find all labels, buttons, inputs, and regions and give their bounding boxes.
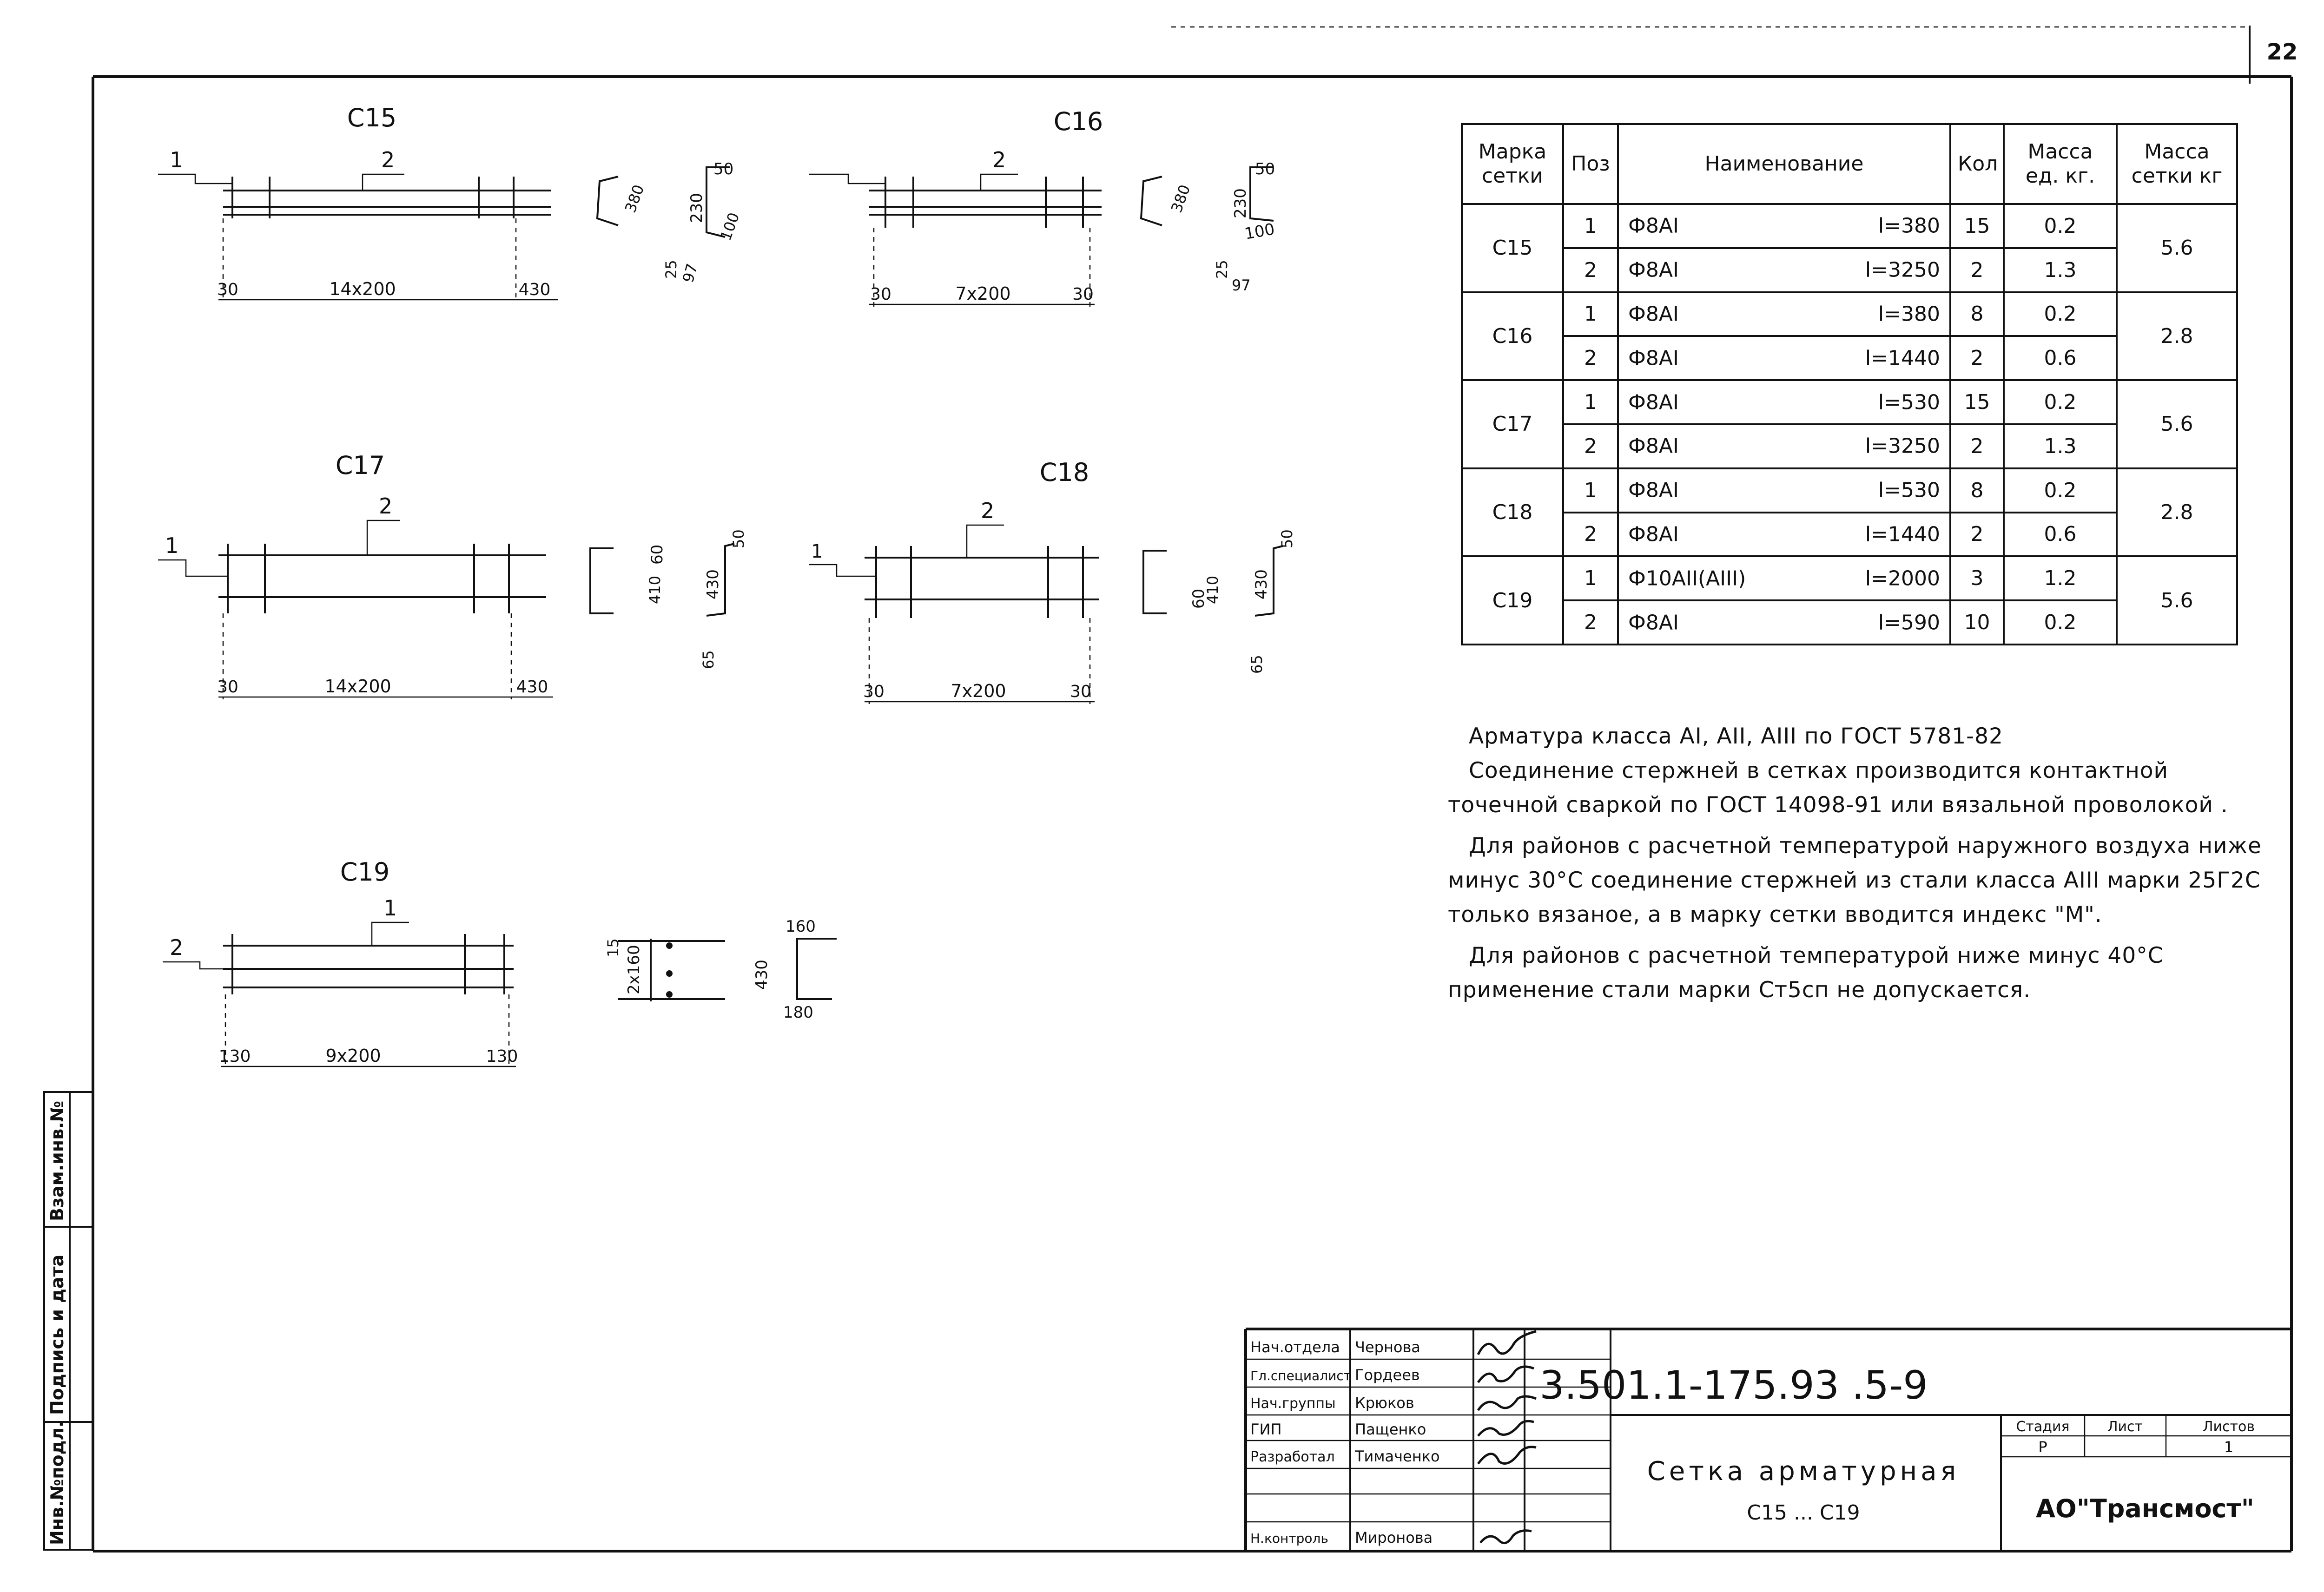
signature-role-5: Разработал	[1250, 1449, 1335, 1465]
signature-name-4: Пащенко	[1355, 1421, 1426, 1438]
cell-diameter: Ф8АI	[1628, 478, 1679, 502]
c15-title: С15	[347, 103, 397, 132]
cell-pos: 1	[1563, 204, 1618, 248]
c19-sec-c: 160	[786, 917, 816, 936]
signature-role-2: Гл.специалист	[1250, 1368, 1352, 1383]
cell-net-mass: 2.8	[2117, 292, 2237, 381]
cell-length: l=380	[1878, 302, 1940, 326]
handwritten-signatures	[1478, 1331, 1536, 1543]
cell-diameter: Ф8АI	[1628, 214, 1679, 238]
c18-title: С18	[1039, 458, 1089, 487]
c19-sec-d: 430	[753, 960, 771, 990]
drawing-code: 3.501.1-175.93 .5-9	[1539, 1362, 1928, 1408]
c17-title: С17	[335, 451, 385, 480]
cell-unit-mass: 0.6	[2004, 513, 2117, 557]
c19-sec-b: 2x160	[625, 945, 643, 994]
cell-unit-mass: 0.6	[2004, 336, 2117, 380]
cell-name	[1618, 336, 1950, 380]
cell-diameter: Ф8АI	[1628, 434, 1679, 458]
table-row	[1462, 556, 2237, 600]
signature-role-6: Н.контроль	[1250, 1531, 1328, 1546]
c19-pos2: 2	[170, 935, 184, 960]
signature-role-4: ГИП	[1250, 1421, 1282, 1438]
c17-sec-e: 65	[700, 650, 717, 669]
stamp-sign-date: Подпись и дата	[47, 1254, 67, 1415]
c16-dim-right: 30	[1072, 285, 1094, 304]
c18-pos2: 2	[981, 498, 995, 523]
signature-role-1: Нач.отдела	[1250, 1338, 1340, 1356]
drawing-c19	[163, 857, 837, 1069]
cell-qty: 2	[1950, 424, 2004, 468]
c16-sec-b: 50	[1255, 160, 1275, 178]
c16-pos2: 2	[992, 147, 1006, 172]
c15-dim-left: 30	[217, 280, 238, 299]
cell-unit-mass: 0.2	[2004, 292, 2117, 336]
drawing-c17	[158, 451, 747, 699]
cell-name	[1618, 380, 1950, 424]
c17-sec-a: 410	[646, 575, 664, 604]
cell-name	[1618, 292, 1950, 336]
c16-title: С16	[1053, 107, 1103, 136]
cell-name	[1618, 248, 1950, 292]
c19-dim-right: 130	[486, 1047, 518, 1066]
c17-dim-mid: 14x200	[324, 676, 391, 697]
cell-unit-mass: 0.2	[2004, 600, 2117, 645]
table-row	[1462, 204, 2237, 248]
stage-header: Стадия	[2016, 1419, 2070, 1435]
cell-unit-mass: 1.3	[2004, 248, 2117, 292]
c15-sec-e: 25	[662, 260, 680, 279]
cell-pos: 2	[1563, 248, 1618, 292]
cell-net-mass: 5.6	[2117, 380, 2237, 468]
table-row	[1462, 468, 2237, 513]
header-unit-mass: Масса ед. кг.	[2004, 124, 2117, 204]
c17-dim-right: 430	[516, 678, 548, 697]
c19-dim-left: 130	[218, 1047, 251, 1066]
cell-qty: 8	[1950, 292, 2004, 336]
cell-unit-mass: 0.2	[2004, 380, 2117, 424]
spec-header-row	[1462, 124, 2237, 204]
cell-length: l=380	[1878, 214, 1940, 238]
c16-sec-f: 97	[1232, 276, 1251, 294]
c19-sec-e: 180	[783, 1003, 813, 1022]
cell-unit-mass: 0.2	[2004, 468, 2117, 513]
c16-sec-c: 230	[1231, 188, 1250, 218]
c19-dim-mid: 9x200	[325, 1046, 381, 1066]
cell-diameter: Ф10АII(АIII)	[1628, 566, 1746, 591]
signature-name-3: Крюков	[1355, 1394, 1414, 1412]
cell-unit-mass: 1.3	[2004, 424, 2117, 468]
cell-length: l=3250	[1865, 434, 1940, 458]
sheet-header: Лист	[2107, 1419, 2143, 1435]
specification-table	[1461, 123, 2236, 645]
cell-net-mass: 5.6	[2117, 556, 2237, 645]
organization: АО"Трансмост"	[2036, 1494, 2254, 1523]
cell-mark: С17	[1462, 380, 1563, 468]
c15-dim-mid: 14x200	[329, 279, 396, 299]
c16-sec-a: 380	[1167, 182, 1194, 215]
note-3: Для районов с расчетной температурой наружного воздуха ниже минус 30°С соединение стержней из стали класса АIII марки 25Г2С только вязаное, а в марку сетки вводится индекс "М".	[1448, 833, 2262, 928]
cell-diameter: Ф8АI	[1628, 611, 1679, 635]
stage-value: Р	[2038, 1438, 2047, 1456]
cell-length: l=530	[1878, 478, 1940, 502]
page-number: 22	[2266, 39, 2298, 65]
cell-net-mass: 5.6	[2117, 204, 2237, 292]
left-stamp	[44, 1092, 93, 1550]
sheets-value: 1	[2224, 1438, 2234, 1456]
cell-diameter: Ф8АI	[1628, 390, 1679, 414]
cell-name	[1618, 204, 1950, 248]
cell-pos: 2	[1563, 513, 1618, 557]
c18-sec-a: 410	[1204, 575, 1221, 604]
signature-role-3: Нач.группы	[1250, 1395, 1336, 1412]
cell-pos: 1	[1563, 292, 1618, 336]
c17-sec-b: 60	[648, 544, 667, 565]
c18-sec-e: 65	[1248, 655, 1266, 674]
c17-sec-c: 430	[704, 569, 722, 599]
table-row	[1462, 292, 2237, 336]
c17-pos1: 1	[165, 533, 179, 558]
cell-diameter: Ф8АI	[1628, 522, 1679, 546]
c15-sec-c: 230	[687, 193, 706, 223]
cell-qty: 15	[1950, 204, 2004, 248]
drawing-subtitle: С15 ... С19	[1747, 1501, 1860, 1525]
c19-sec-a: 15	[604, 938, 622, 957]
c15-sec-d: 100	[716, 210, 743, 243]
c18-sec-c: 430	[1252, 569, 1271, 599]
c15-pos2: 2	[381, 147, 395, 172]
cell-qty: 8	[1950, 468, 2004, 513]
cell-length: l=1440	[1865, 522, 1940, 546]
c17-pos2: 2	[379, 493, 393, 519]
cell-unit-mass: 0.2	[2004, 204, 2117, 248]
c18-dim-mid: 7x200	[951, 681, 1006, 701]
sheets-header: Листов	[2202, 1419, 2255, 1435]
table-row	[1462, 380, 2237, 424]
notes-block	[1448, 719, 2271, 1007]
c18-pos1: 1	[811, 541, 823, 562]
c15-pos1: 1	[170, 147, 184, 172]
spec-table-grid	[1461, 123, 2238, 645]
signature-name-1: Чернова	[1355, 1338, 1420, 1356]
c18-dim-right: 30	[1070, 682, 1091, 701]
c16-sec-e: 25	[1213, 260, 1231, 279]
cell-qty: 10	[1950, 600, 2004, 645]
c15-sec-a: 380	[621, 182, 648, 215]
c16-sec-d: 100	[1243, 220, 1276, 243]
note-1: Арматура класса АI, АII, АIII по ГОСТ 5781-82	[1469, 724, 2003, 749]
cell-mark: С19	[1462, 556, 1563, 645]
cell-qty: 2	[1950, 513, 2004, 557]
signature-name-2: Гордеев	[1355, 1366, 1420, 1384]
drawing-c18	[809, 458, 1296, 704]
cell-mark: С18	[1462, 468, 1563, 557]
signature-name-5: Тимаченко	[1355, 1447, 1440, 1465]
cell-name	[1618, 600, 1950, 645]
cell-net-mass: 2.8	[2117, 468, 2237, 557]
c18-sec-b: 60	[1189, 588, 1208, 609]
cell-length: l=530	[1878, 390, 1940, 414]
c17-sec-d: 50	[730, 529, 747, 548]
cell-pos: 1	[1563, 556, 1618, 600]
drawing-c16	[809, 107, 1276, 307]
header-mark: Марка сетки	[1462, 124, 1563, 204]
cell-unit-mass: 1.2	[2004, 556, 2117, 600]
cell-name	[1618, 556, 1950, 600]
stamp-inv-original: Инв.№подл.	[47, 1421, 67, 1545]
c18-sec-d: 50	[1278, 529, 1296, 548]
c16-dim-mid: 7x200	[955, 283, 1011, 304]
header-pos: Поз	[1563, 124, 1618, 204]
c19-pos1: 1	[383, 895, 397, 921]
cell-pos: 1	[1563, 468, 1618, 513]
note-2: Соединение стержней в сетках производится контактной точечной сваркой по ГОСТ 14098-91 или вязальной проволокой .	[1448, 758, 2228, 818]
header-name: Наименование	[1618, 124, 1950, 204]
signature-name-6: Миронова	[1355, 1529, 1433, 1546]
cell-length: l=2000	[1865, 566, 1940, 591]
cell-qty: 2	[1950, 248, 2004, 292]
c19-title: С19	[340, 857, 390, 887]
cell-pos: 1	[1563, 380, 1618, 424]
cell-length: l=1440	[1865, 346, 1940, 370]
c15-sec-b: 50	[713, 160, 734, 178]
cell-mark: С15	[1462, 204, 1563, 292]
cell-name	[1618, 468, 1950, 513]
cell-diameter: Ф8АI	[1628, 302, 1679, 326]
cell-qty: 3	[1950, 556, 2004, 600]
cell-qty: 15	[1950, 380, 2004, 424]
c18-dim-left: 30	[863, 682, 885, 701]
cell-length: l=590	[1878, 611, 1940, 635]
cell-qty: 2	[1950, 336, 2004, 380]
drawing-title: Сетка арматурная	[1647, 1456, 1960, 1487]
cell-mark: С16	[1462, 292, 1563, 381]
header-qty: Кол	[1950, 124, 2004, 204]
header-net-mass: Масса сетки кг	[2117, 124, 2237, 204]
cell-diameter: Ф8АI	[1628, 346, 1679, 370]
note-4: Для районов с расчетной температурой ниже минус 40°С применение стали марки Ст5сп не допускается.	[1448, 943, 2164, 1003]
c16-dim-left: 30	[870, 285, 891, 304]
cell-pos: 2	[1563, 336, 1618, 380]
cell-name	[1618, 513, 1950, 557]
c15-sec-f: 97	[679, 261, 701, 285]
c17-dim-left: 30	[217, 678, 238, 697]
cell-pos: 2	[1563, 600, 1618, 645]
drawing-c15	[158, 103, 743, 302]
stamp-replace-inv: Взам.инв.№	[47, 1100, 67, 1221]
cell-name	[1618, 424, 1950, 468]
cell-diameter: Ф8АI	[1628, 258, 1679, 282]
cell-length: l=3250	[1865, 258, 1940, 282]
c15-dim-right: 430	[518, 280, 551, 299]
cell-pos: 2	[1563, 424, 1618, 468]
